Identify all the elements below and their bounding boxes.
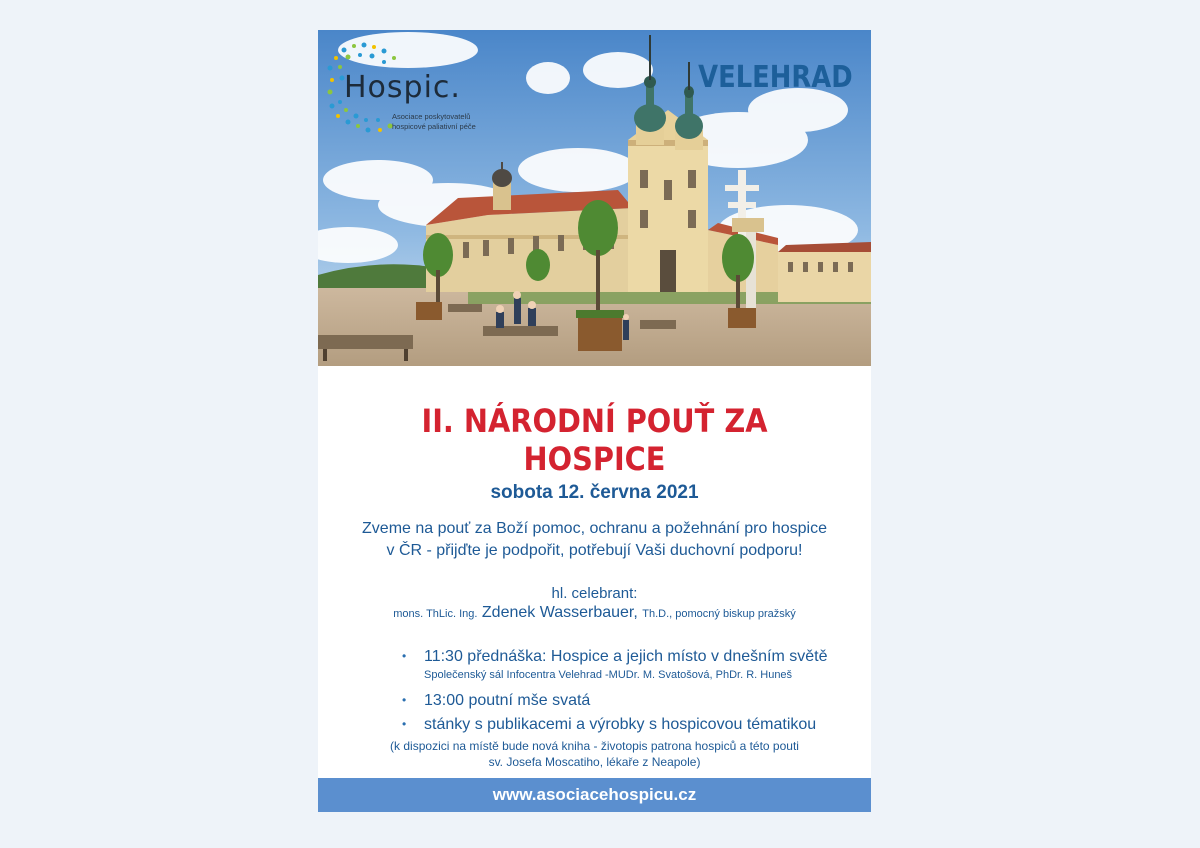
program-item — [402, 690, 862, 712]
program-item — [402, 714, 862, 736]
program-item-main: 11:30 přednáška: Hospice a jejich místo v dnešním světě — [424, 648, 828, 665]
celebrant-line — [318, 604, 871, 622]
invitation-line-1: Zveme na pouť za Boží pomoc, ochranu a požehnání pro hospice — [362, 520, 827, 537]
event-date: sobota 12. června 2021 — [490, 482, 699, 503]
book-note-line-1: (k dispozici na místě bude nová kniha - životopis patrona hospiců a této pouti — [390, 739, 799, 753]
invitation-text — [318, 518, 871, 562]
event-title: II. NÁRODNÍ POUŤ ZA HOSPICE — [421, 402, 768, 478]
celebrant-prefix: mons. ThLic. Ing. — [393, 608, 478, 620]
celebrant-label: hl. celebrant: — [551, 585, 638, 602]
bullet-icon: • — [402, 693, 407, 707]
program-item-main: 13:00 poutní mše svatá — [424, 692, 591, 709]
website-link[interactable]: www.asociacehospicu.cz — [492, 785, 697, 804]
velehrad-basilica-photo — [318, 30, 871, 366]
logo-wordmark: Hospic. — [344, 70, 461, 105]
program-item — [402, 646, 862, 682]
book-note-line-2: sv. Josefa Moscatiho, lékaře z Neapole) — [488, 755, 701, 769]
footer-bar — [318, 778, 871, 812]
program-item-sub: Společenský sál Infocentra Velehrad -MUDr. M. Svatošová, PhDr. R. Huneš — [424, 669, 793, 681]
invitation-line-2: v ČR - přijďte je podpořit, potřebují Vaši duchovní podporu! — [386, 542, 803, 559]
logo-subtitle: Asociace poskytovatelů hospicové paliativní péče — [392, 112, 476, 131]
celebrant-name: Zdenek Wasserbauer, — [481, 604, 638, 621]
book-note — [318, 738, 871, 770]
place-name: VELEHRAD — [698, 60, 853, 95]
bullet-icon: • — [402, 717, 407, 731]
celebrant-suffix: Th.D., pomocný biskup pražský — [642, 608, 796, 620]
hospic-logo — [324, 40, 474, 140]
poster — [318, 30, 871, 812]
program-item-main: stánky s publikacemi a výrobky s hospicovou tématikou — [424, 716, 817, 733]
program-list — [402, 646, 862, 736]
bullet-icon: • — [402, 649, 407, 663]
